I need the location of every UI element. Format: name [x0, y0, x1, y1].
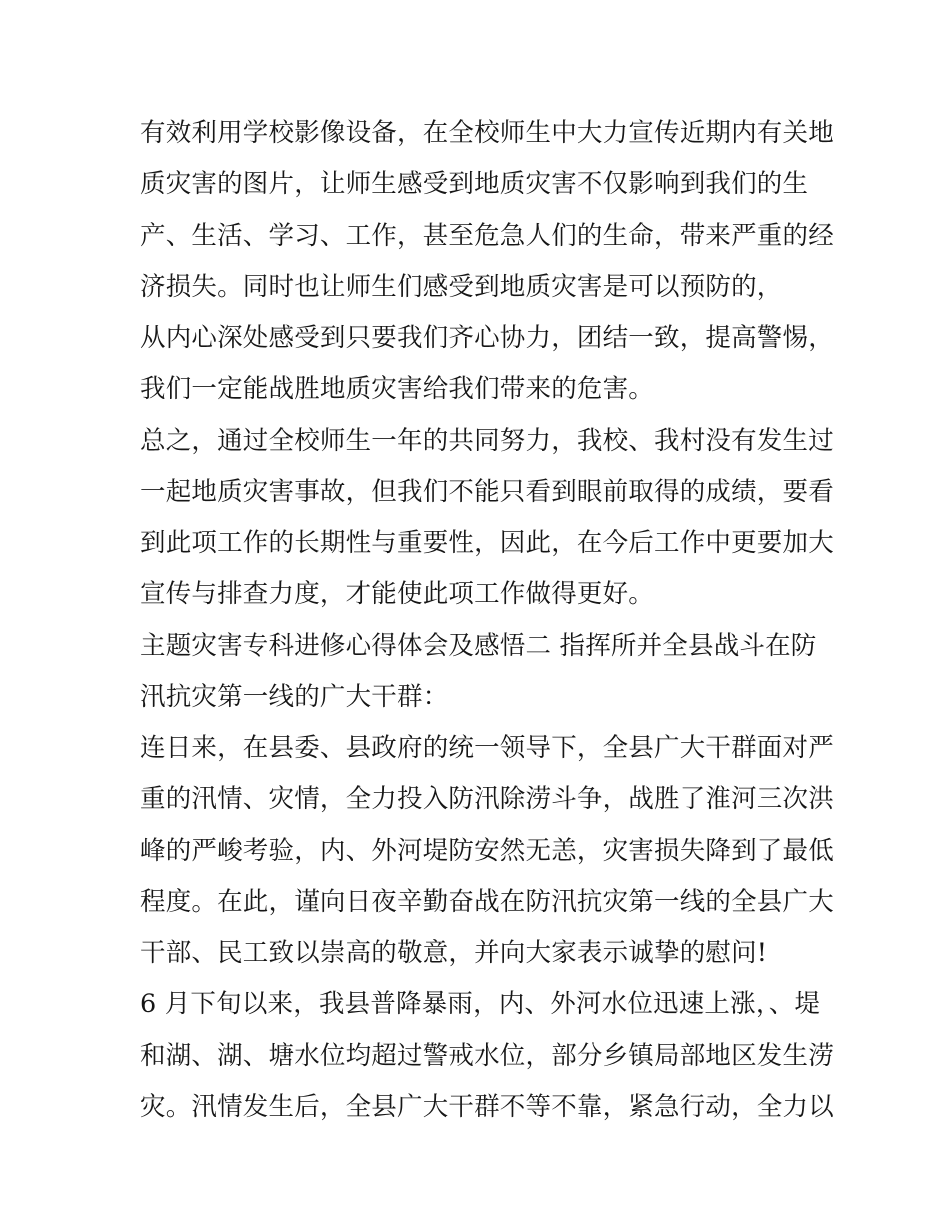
text-line: 济损失。同时也让师生们感受到地质灾害是可以预防的， — [140, 271, 783, 302]
text-line: 宣传与排查力度，才能使此项工作做得更好。 — [140, 579, 655, 610]
text-line: 连日来，在县委、县政府的统一领导下，全县广大干群面对严 — [140, 733, 834, 763]
document-body — [140, 108, 834, 1133]
text-line: 6 月下旬以来，我县普降暴雨，内、外河水位迅速上涨，、堤 — [140, 989, 821, 1020]
text-line: 总之，通过全校师生一年的共同努力，我校、我村没有发生过 — [140, 425, 834, 456]
text-line: 和湖、湖、塘水位均超过警戒水位，部分乡镇局部地区发生涝 — [140, 1040, 834, 1071]
text-line: 有效利用学校影像设备，在全校师生中大力宣传近期内有关地 — [140, 118, 834, 148]
text-line: 重的汛情、灾情，全力投入防汛除涝斗争，战胜了淮河三次洪 — [140, 784, 834, 815]
text-line: 我们一定能战胜地质灾害给我们带来的危害。 — [140, 374, 655, 405]
text-line: 从内心深处感受到只要我们齐心协力，团结一致，提高警惕， — [140, 323, 834, 353]
text-line: 峰的严峻考验，内、外河堤防安然无恙，灾害损失降到了最低 — [140, 835, 834, 866]
text-line: 一起地质灾害事故，但我们不能只看到眼前取得的成绩，要看 — [140, 476, 834, 507]
text-line: 干部、民工致以崇高的敬意，并向大家表示诚挚的慰问! — [140, 938, 768, 968]
text-line: 程度。在此，谨向日夜辛勤奋战在防汛抗灾第一线的全县广大 — [140, 886, 834, 917]
section-heading-line: 汛抗灾第一线的广大干群： — [140, 681, 449, 712]
text-line: 质灾害的图片，让师生感受到地质灾害不仅影响到我们的生 — [140, 169, 809, 200]
text-line: 灾。汛情发生后，全县广大干群不等不靠，紧急行动，全力以 — [140, 1091, 834, 1122]
section-heading-line: 主题灾害专科进修心得体会及感悟二 指挥所并全县战斗在防 — [140, 630, 817, 661]
text-line: 到此项工作的长期性与重要性，因此，在今后工作中更要加大 — [140, 528, 834, 558]
text-line: 产、生活、学习、工作，甚至危急人们的生命，带来严重的经 — [140, 220, 834, 251]
